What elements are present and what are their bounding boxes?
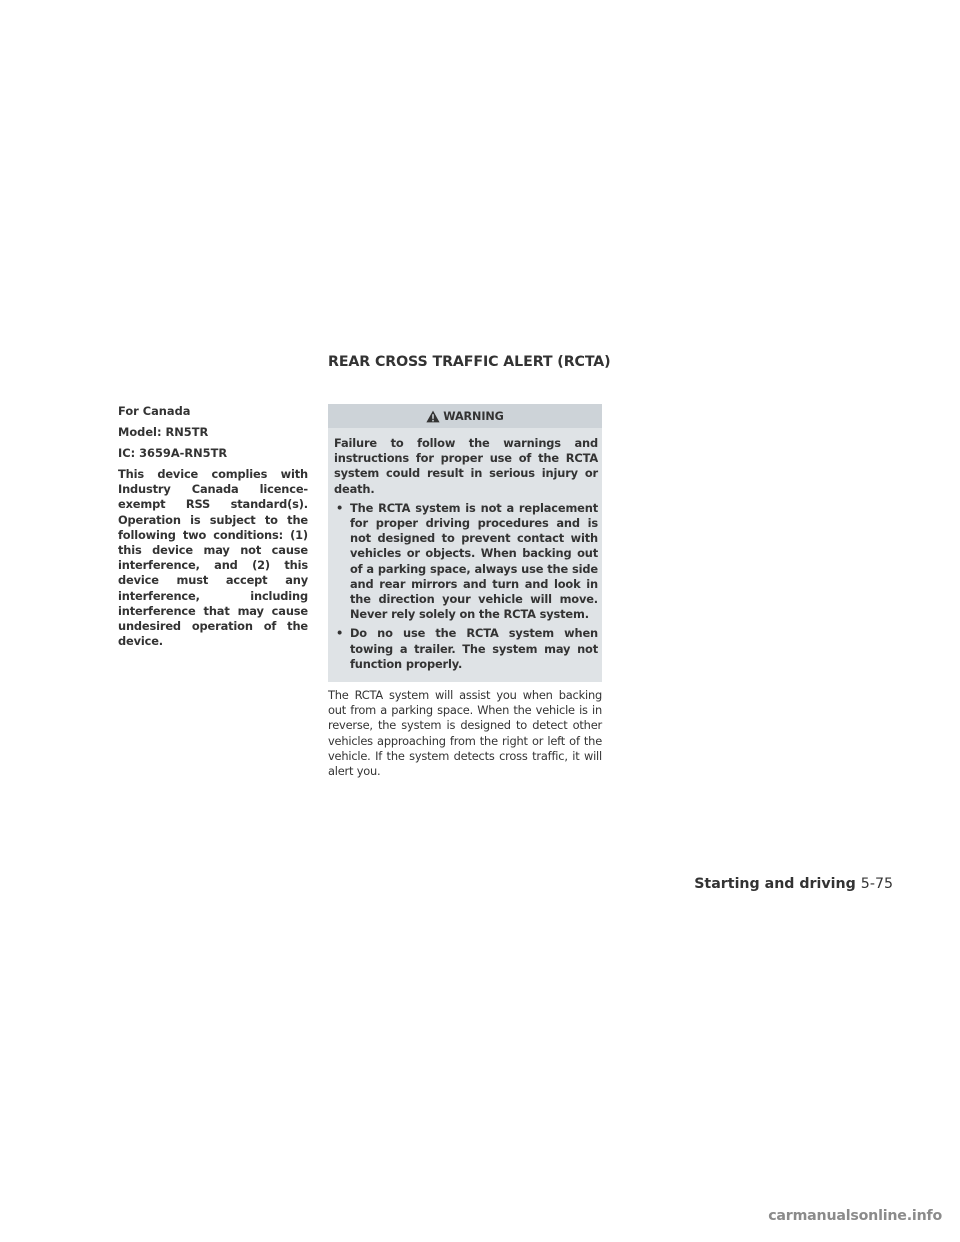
compliance-statement: This device complies with Industry Canada licence-exempt RSS standard(s). Operation is subject to the following two conditions: (1) this device may not cause interference, and (2) this device must accept any interference, including interference that may cause undesired operation of the device. — [118, 467, 308, 649]
section-title: REAR CROSS TRAFFIC ALERT (RCTA) — [328, 354, 611, 370]
warning-triangle-icon — [426, 410, 440, 423]
model-number: Model: RN5TR — [118, 425, 209, 439]
watermark: carmanualsonline.info — [737, 1208, 942, 1232]
warning-bullet-text: The RCTA system is not a replacement for proper driving procedures and is not designed to prevent contact with vehicles or objects. When backing out of a parking space, always use the side and rear mirrors and turn and look in the direction your vehicle will move. Never rely solely on the RCTA system. — [350, 500, 598, 622]
warning-bullet-text: Do no use the RCTA system when towing a trailer. The system may not function properly. — [350, 626, 598, 671]
warning-bullet — [334, 501, 598, 623]
canada-compliance-column — [118, 404, 308, 655]
ic-number: IC: 3659A-RN5TR — [118, 446, 228, 460]
rcta-description: The RCTA system will assist you when backing out from a parking space. When the vehicle is in reverse, the system is designed to detect other vehicles approaching from the right or left of the vehicle. If the system detects cross traffic, it will alert you. — [328, 688, 602, 779]
page-footer — [694, 876, 893, 892]
bullet-marker: • — [336, 626, 344, 641]
page-number: 5-75 — [860, 876, 893, 892]
warning-label: WARNING — [443, 409, 504, 423]
bullet-marker: • — [336, 500, 344, 515]
chapter-title: Starting and driving — [694, 876, 856, 892]
warning-bullet — [334, 626, 598, 672]
warning-header — [328, 404, 602, 428]
canada-heading: For Canada — [118, 404, 191, 418]
warning-intro: Failure to follow the warnings and instructions for proper use of the RCTA system could result in serious injury or death. — [334, 436, 598, 496]
warning-body — [334, 436, 598, 676]
